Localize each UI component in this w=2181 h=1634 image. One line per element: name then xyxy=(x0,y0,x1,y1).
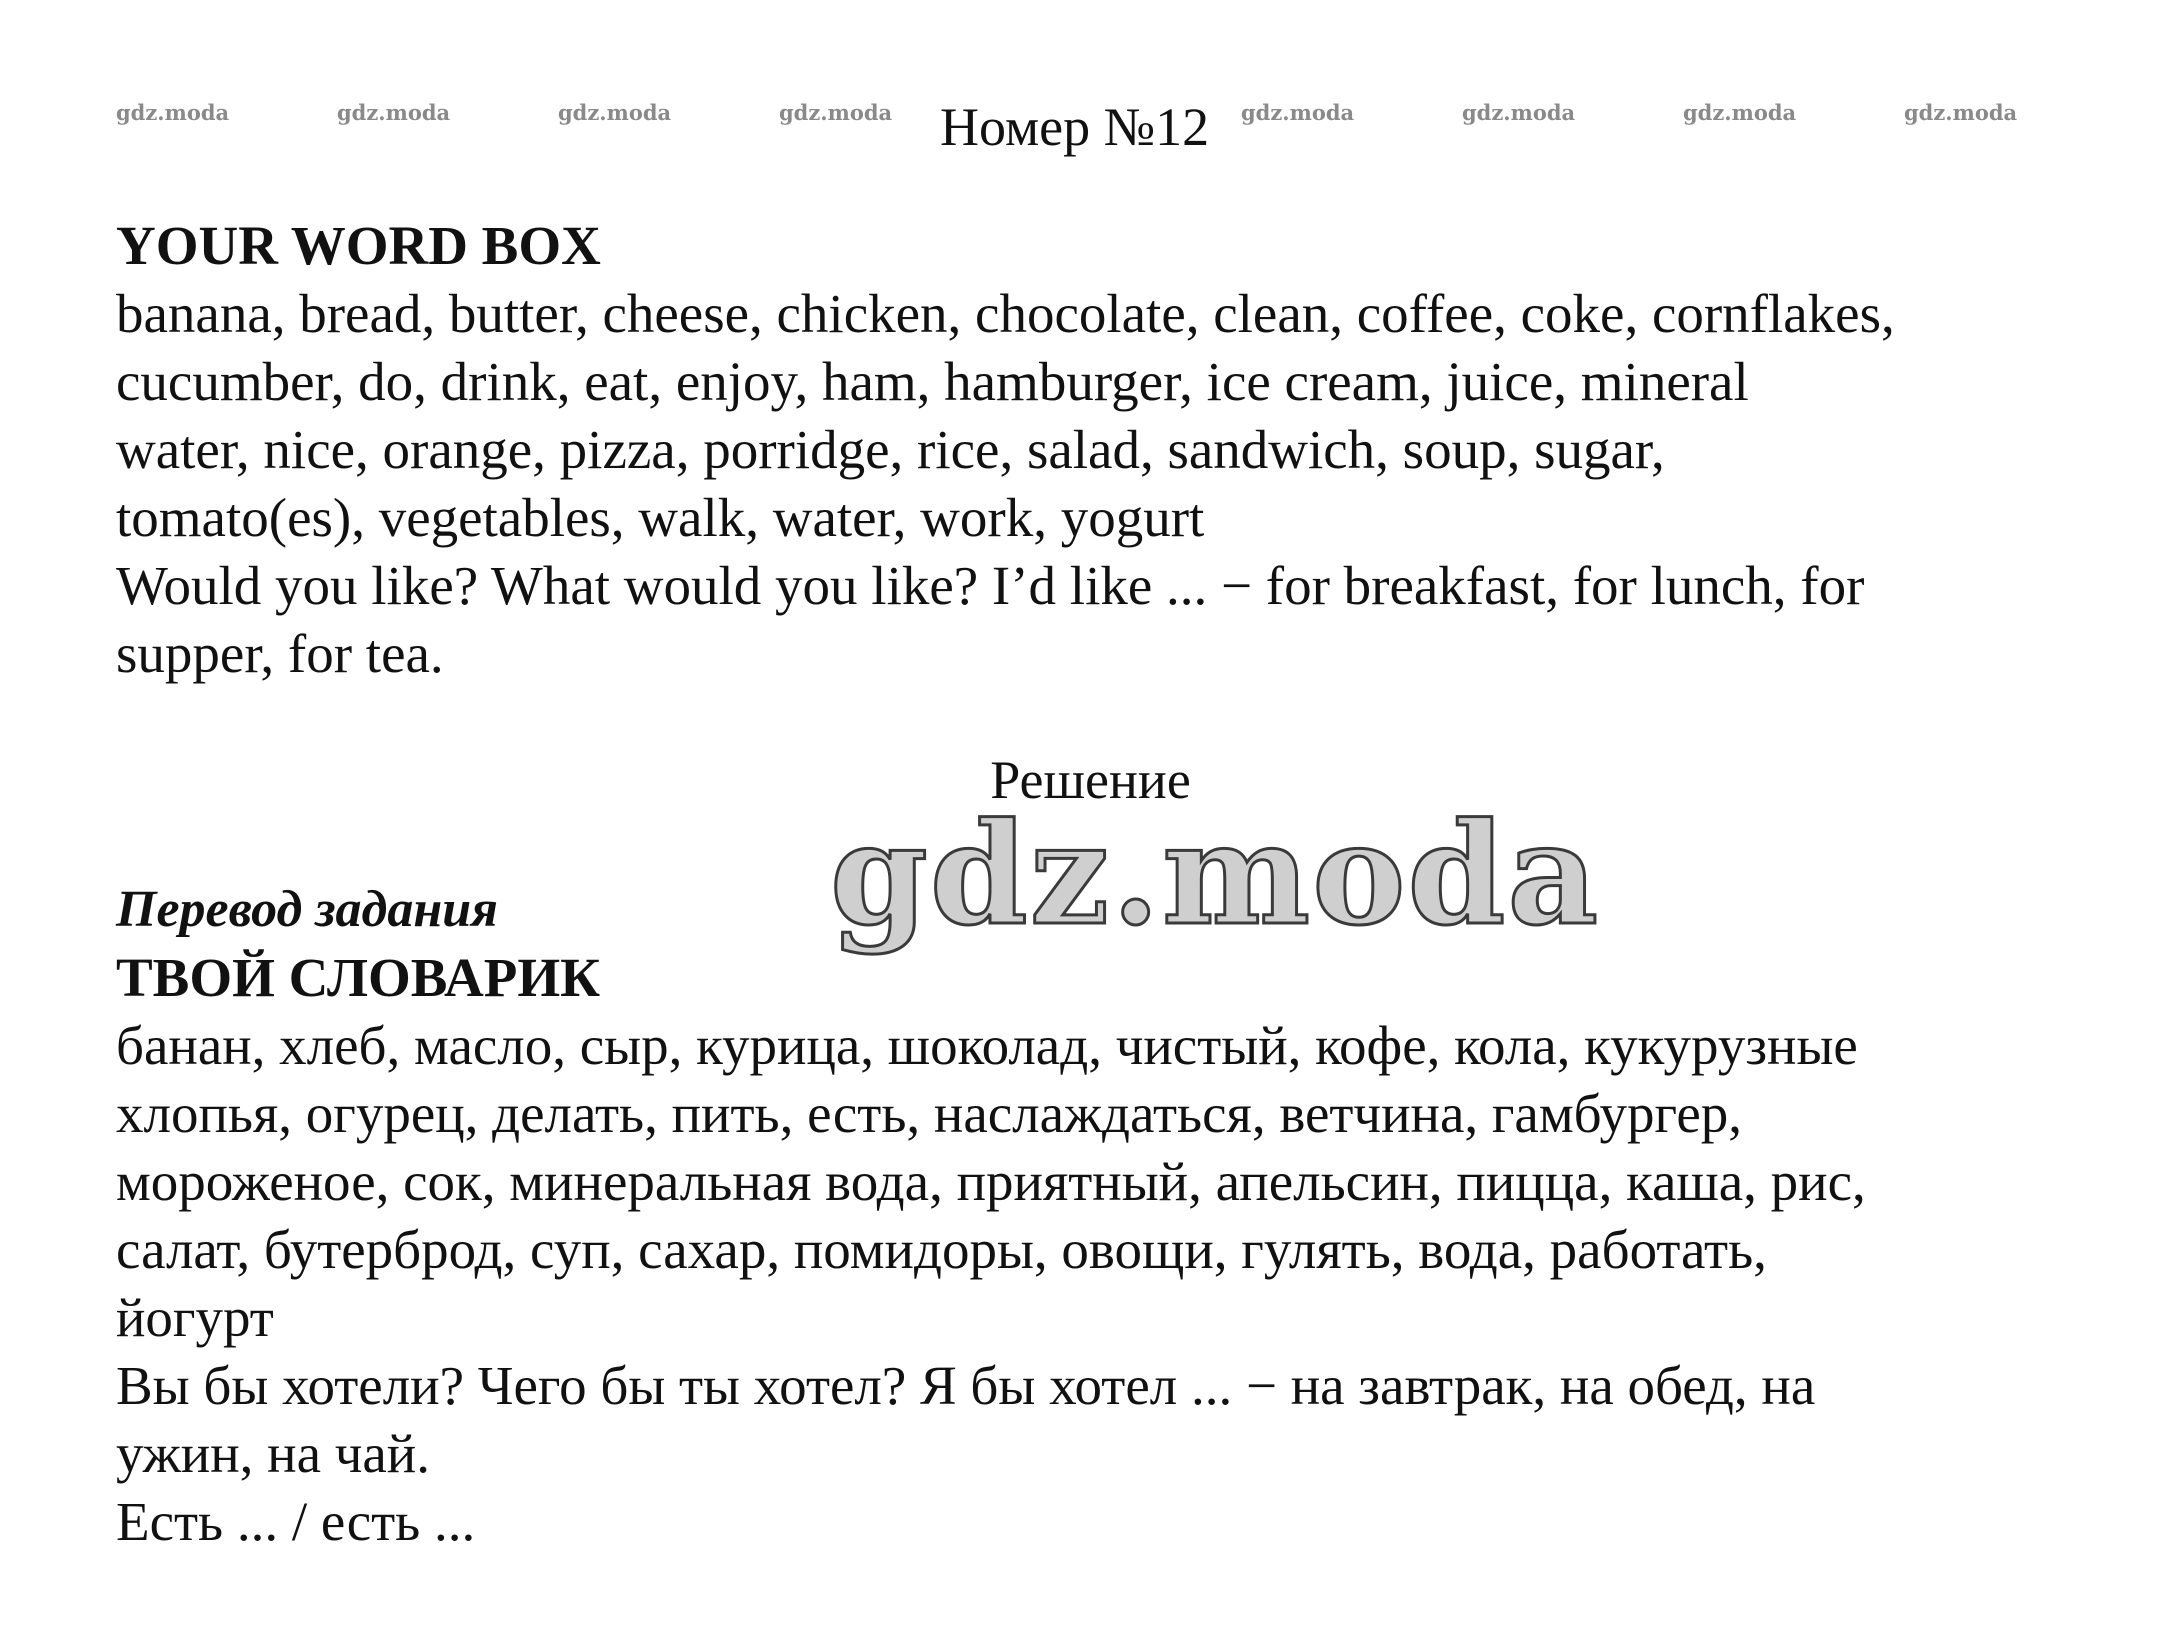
translation-line: хлопья, огурец, делать, пить, есть, наслаждаться, ветчина, гамбургер, xyxy=(116,1083,1743,1144)
watermark-text: gdz.moda xyxy=(779,100,893,125)
translation-line: йогурт xyxy=(116,1287,274,1348)
translation-subheading: Перевод задания xyxy=(116,881,498,938)
watermark-text: gdz.moda xyxy=(558,100,672,125)
task-line: cucumber, do, drink, eat, enjoy, ham, hamburger, ice cream, juice, mineral xyxy=(116,351,1749,412)
word-box-heading: YOUR WORD BOX xyxy=(116,215,601,276)
translation-section xyxy=(116,876,2116,1556)
translation-line: банан, хлеб, масло, сыр, курица, шоколад, чистый, кофе, кола, кукурузные xyxy=(116,1015,1858,1076)
translation-line: ужин, на чай. xyxy=(116,1423,430,1484)
watermark-text: gdz.moda xyxy=(1241,100,1355,125)
task-line: tomato(es), vegetables, walk, water, work, yogurt xyxy=(116,487,1205,548)
watermark-text: gdz.moda xyxy=(116,100,230,125)
translation-line: Вы бы хотели? Чего бы ты хотел? Я бы хотел ... − на завтрак, на обед, на xyxy=(116,1355,1816,1416)
task-line: Would you like? What would you like? I’d like ... − for breakfast, for lunch, for xyxy=(116,555,1865,616)
translation-line: салат, бутерброд, суп, сахар, помидоры, овощи, гулять, вода, работать, xyxy=(116,1219,1767,1280)
task-line: water, nice, orange, pizza, porridge, rice, salad, sandwich, soup, sugar, xyxy=(116,419,1665,480)
watermark-text: gdz.moda xyxy=(1683,100,1797,125)
translation-line: мороженое, сок, минеральная вода, приятный, апельсин, пицца, каша, рис, xyxy=(116,1151,1866,1212)
task-line: banana, bread, butter, cheese, chicken, chocolate, clean, coffee, coke, cornflakes, xyxy=(116,283,1895,344)
watermark-text: gdz.moda xyxy=(1462,100,1576,125)
page-title: Номер №12 xyxy=(940,97,1210,157)
solution-label: Решение xyxy=(990,750,1191,810)
translation-line: Есть ... / есть ... xyxy=(116,1491,476,1552)
task-section xyxy=(116,212,2116,688)
watermark-text: gdz.moda xyxy=(1904,100,2018,125)
watermark-logo: gdz.moda xyxy=(830,793,1601,957)
task-line: supper, for tea. xyxy=(116,623,444,684)
watermark-text: gdz.moda xyxy=(337,100,451,125)
vocabulary-heading: ТВОЙ СЛОВАРИК xyxy=(116,947,600,1008)
